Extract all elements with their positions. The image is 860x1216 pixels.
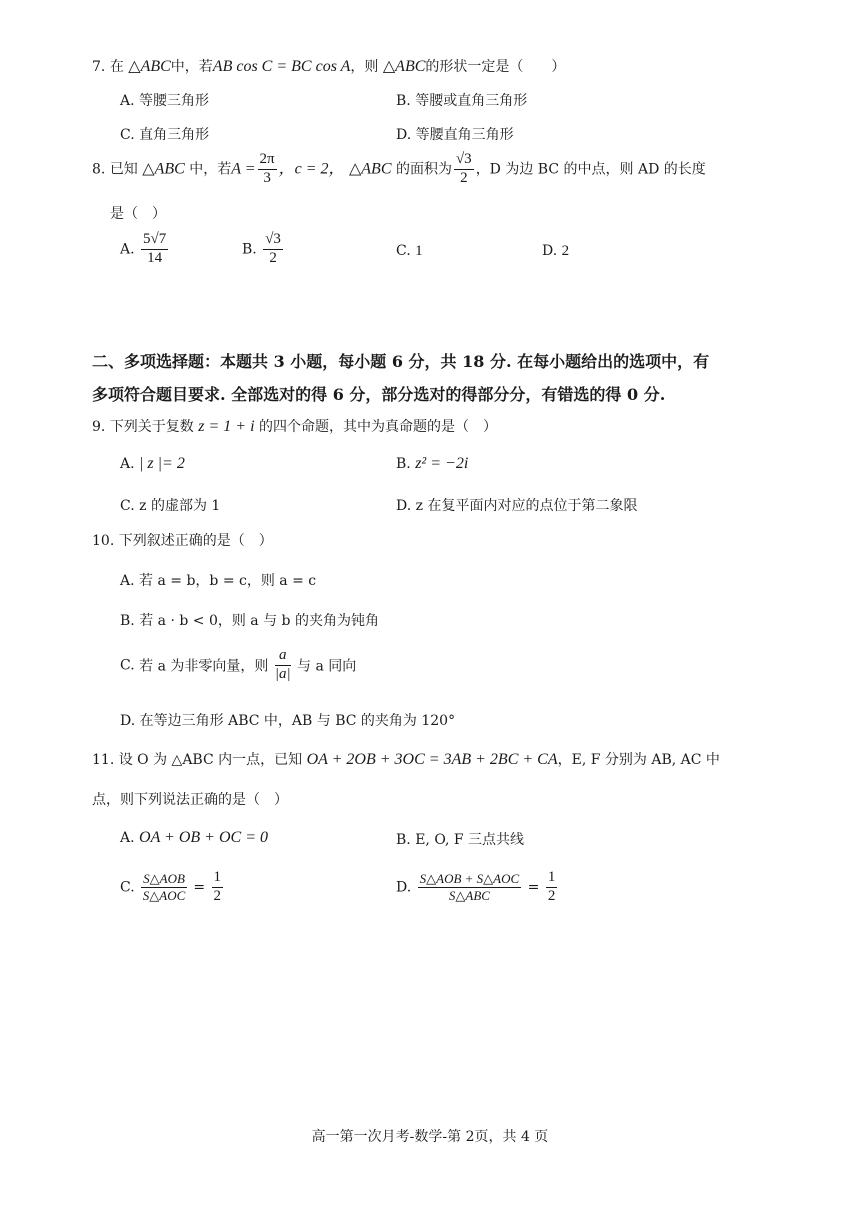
- question-number: 9.: [92, 419, 106, 435]
- q7-option-d[interactable]: [396, 124, 514, 144]
- q9-option-c[interactable]: [120, 495, 220, 515]
- text: 的面积为: [395, 161, 452, 178]
- q11-option-b[interactable]: [396, 829, 524, 849]
- option-text: 等腰直角三角形: [415, 127, 514, 143]
- text: 的四个命题，其中为真命题的是（ ）: [258, 419, 497, 435]
- question-number: 11.: [92, 752, 115, 768]
- q8-option-d[interactable]: [542, 243, 569, 260]
- area-ratio-fraction: [418, 872, 522, 902]
- text: 的形状一定是（ ）: [425, 59, 566, 75]
- question-number: 10.: [92, 533, 115, 549]
- fraction-denominator: 2: [269, 249, 277, 266]
- option-letter: D.: [396, 127, 412, 143]
- question-8-stem: [92, 152, 706, 187]
- text: ，则: [350, 59, 379, 75]
- option-letter: B.: [396, 456, 411, 472]
- equals-sign: =: [527, 879, 540, 896]
- q9-option-d[interactable]: [396, 495, 637, 515]
- option-letter: D.: [120, 713, 136, 729]
- equation: A =: [231, 160, 256, 178]
- section-2-heading-line2: 多项符合题目要求. 全部选对的得 6 分，部分选对的得部分分，有错选的得 0 分.: [92, 385, 666, 404]
- option-text: 在等边三角形 ABC 中，AB 与 BC 的夹角为 120°: [139, 713, 456, 729]
- q11-option-a[interactable]: [120, 829, 268, 847]
- option-text: 2: [561, 243, 570, 259]
- page-footer: 高一第一次月考-数学-第 2页，共 4 页: [311, 1129, 549, 1145]
- option-text: 若 a · b < 0，则 a 与 b 的夹角为钝角: [139, 613, 379, 629]
- fraction-numerator: 1: [546, 870, 558, 888]
- question-number: 7.: [92, 59, 106, 75]
- option-letter: A.: [120, 573, 135, 589]
- question-number: 8.: [92, 161, 106, 178]
- half-fraction: [212, 870, 224, 905]
- fraction-numerator: 2π: [258, 152, 277, 170]
- fraction-numerator: a: [275, 648, 291, 666]
- fraction-numerator: S△AOB: [143, 871, 185, 887]
- q7-option-c[interactable]: [120, 124, 209, 144]
- q8-option-a[interactable]: [120, 232, 170, 267]
- option-text: z² = −2i: [415, 455, 469, 472]
- equals-sign: =: [193, 879, 206, 896]
- text: 在: [109, 59, 124, 75]
- fraction-denominator: 3: [263, 169, 271, 186]
- text: 下列关于复数: [109, 419, 194, 435]
- option-text: 等腰或直角三角形: [415, 93, 528, 109]
- fraction-denominator: S△ABC: [448, 887, 490, 903]
- text: 中，若: [189, 161, 232, 178]
- option-letter: B.: [396, 93, 411, 109]
- option-letter: A.: [120, 93, 135, 109]
- unit-vector-fraction: [275, 648, 291, 683]
- triangle-label: △ABC: [382, 58, 426, 75]
- question-11-stem-line2: 点，则下列说法正确的是（ ）: [92, 792, 288, 808]
- fraction-denominator: 2: [460, 169, 468, 186]
- q11-option-c[interactable]: [120, 870, 225, 905]
- question-8-stem-line2: 是（ ）: [110, 206, 166, 222]
- equation: AB cos C = BC cos A: [212, 58, 351, 75]
- option-text: 若 a 为非零向量，则: [139, 658, 269, 675]
- option-letter: B.: [242, 241, 257, 258]
- option-letter: D.: [396, 879, 412, 896]
- question-7-stem: [92, 56, 565, 76]
- equation: ，c = 2，: [278, 160, 345, 178]
- fraction-area: [454, 152, 474, 187]
- option-text: 直角三角形: [139, 127, 210, 143]
- fraction-numerator: √3: [454, 152, 474, 170]
- q10-option-b[interactable]: [120, 610, 379, 630]
- fraction-denominator: 2: [547, 887, 556, 904]
- q10-option-a[interactable]: [120, 570, 316, 590]
- q7-option-a[interactable]: [120, 90, 209, 110]
- option-letter: C.: [120, 879, 135, 896]
- option-letter: C.: [396, 243, 411, 259]
- option-text: | z |= 2: [139, 455, 185, 472]
- fraction-denominator: 14: [147, 249, 163, 266]
- question-10-stem: [92, 530, 273, 550]
- option-letter: A.: [120, 830, 135, 846]
- q10-option-d[interactable]: [120, 710, 455, 730]
- q9-option-a[interactable]: [120, 455, 185, 473]
- q10-option-c[interactable]: [120, 648, 356, 683]
- option-text: 等腰三角形: [139, 93, 210, 109]
- text: ，D 为边 BC 的中点，则 AD 的长度: [475, 161, 706, 178]
- option-letter: B.: [396, 832, 411, 848]
- option-fraction: [263, 232, 283, 267]
- triangle-label: △ABC: [348, 160, 392, 178]
- fraction-numerator: 1: [212, 870, 224, 888]
- option-text: 若 a = b，b = c，则 a = c: [139, 573, 317, 589]
- q11-option-d[interactable]: [396, 870, 559, 905]
- section-2-heading-line1: 二、多项选择题：本题共 3 小题，每小题 6 分，共 18 分. 在每小题给出的选项中，有: [92, 352, 710, 371]
- question-9-stem: [92, 416, 497, 436]
- q9-option-b[interactable]: [396, 455, 468, 473]
- vector-equation: OA + 2OB + 3OC = 3AB + 2BC + CA: [306, 751, 558, 768]
- area-ratio-fraction: [141, 872, 187, 902]
- q8-option-c[interactable]: [396, 243, 423, 260]
- option-fraction: [141, 232, 168, 267]
- option-letter: C.: [120, 498, 135, 514]
- q8-option-b[interactable]: [242, 232, 285, 267]
- option-text: z 在复平面内对应的点位于第二象限: [415, 498, 638, 514]
- option-letter: D.: [396, 498, 412, 514]
- text: ，E, F 分别为 AB, AC 中: [557, 752, 720, 768]
- option-letter: A.: [120, 241, 135, 258]
- q7-option-b[interactable]: [396, 90, 527, 110]
- option-text: z 的虚部为 1: [139, 498, 221, 514]
- text: 已知: [109, 161, 138, 178]
- option-letter: C.: [120, 657, 135, 674]
- fraction-two-pi-over-three: [258, 152, 277, 187]
- triangle-label: △ABC: [142, 160, 185, 178]
- option-text: OA + OB + OC = 0: [139, 829, 268, 846]
- question-11-stem: [92, 749, 720, 769]
- equation: z = 1 + i: [198, 418, 255, 435]
- fraction-numerator: S△AOB + S△AOC: [419, 871, 520, 887]
- text: 中，若: [170, 59, 213, 75]
- half-fraction: [546, 870, 558, 905]
- option-letter: C.: [120, 127, 135, 143]
- option-letter: A.: [120, 456, 135, 472]
- text: 设 O 为 △ABC 内一点，已知: [118, 752, 303, 768]
- fraction-denominator: |a|: [274, 665, 291, 682]
- option-letter: B.: [120, 613, 135, 629]
- fraction-numerator: 5√7: [141, 232, 168, 250]
- fraction-numerator: √3: [263, 232, 283, 250]
- option-text: 与 a 同向: [297, 658, 357, 675]
- option-text: 1: [415, 243, 423, 259]
- option-letter: D.: [542, 243, 558, 259]
- text: 下列叙述正确的是（ ）: [118, 533, 273, 549]
- fraction-denominator: S△AOC: [142, 887, 186, 903]
- fraction-denominator: 2: [213, 887, 222, 904]
- triangle-label: △ABC: [128, 58, 171, 75]
- option-text: E, O, F 三点共线: [415, 832, 525, 848]
